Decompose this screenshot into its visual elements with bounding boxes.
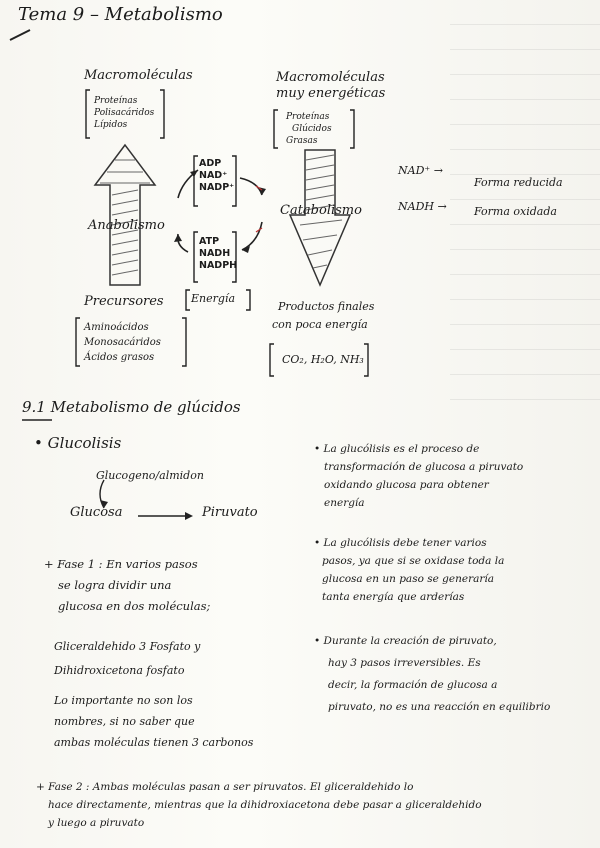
text-line: • La glucólisis debe tener varios (314, 537, 487, 549)
text-line: decir, la formación de glucosa a (328, 679, 498, 691)
anabolism-arrow (95, 145, 155, 285)
nad-plus-desc: Forma reducida (474, 176, 563, 189)
catabolism-label: Catabolismo (280, 203, 362, 218)
important-note (54, 690, 253, 753)
molecule-1: Gliceraldehido 3 Fosfato y (54, 640, 201, 653)
list-item: Proteínas (94, 96, 138, 106)
text-line: glucosa en un paso se generaría (322, 573, 495, 585)
text-line: tanta energía que arderías (322, 591, 465, 603)
text-line: oxidando glucosa para obtener (324, 479, 489, 491)
text-line: + Fase 1 : En varios pasos (44, 557, 198, 571)
text-line: ambas moléculas tienen 3 carbonos (54, 736, 254, 749)
list-item: NADPH (199, 260, 238, 271)
list-item: Monosacáridos (84, 337, 161, 348)
text-line: + Fase 2 : Ambas moléculas pasan a ser piruvatos. El gliceraldehido lo (36, 781, 414, 793)
list-item: Grasas (286, 136, 318, 146)
final-products-subtitle: con poca energía (272, 318, 368, 331)
text-line: hay 3 pasos irreversibles. Es (328, 657, 481, 669)
text-line: piruvato, no es una reacción en equilibrio (328, 701, 551, 713)
energetic-list (286, 111, 332, 147)
macromolecules-list (94, 95, 154, 131)
text-line: pasos, ya que si se oxidase toda la (322, 555, 505, 567)
list-item: Polisacáridos (94, 108, 155, 118)
phase2-text (36, 778, 482, 832)
pyruvate-label: Piruvato (202, 505, 258, 520)
oxidized-cofactors (199, 158, 234, 194)
final-products-list: CO₂, H₂O, NH₃ (282, 353, 364, 366)
list-item: ADP (199, 158, 222, 169)
text-line: energía (324, 497, 365, 509)
text-line: • La glucólisis es el proceso de (314, 443, 480, 455)
note-steps (314, 534, 504, 606)
macromolecules-title: Macromoléculas (84, 68, 193, 83)
list-item: Ácidos grasos (84, 352, 155, 363)
text-line: hace directamente, mientras que la dihidroxiacetona debe pasar a gliceraldehido (48, 799, 482, 811)
list-item: ATP (199, 236, 220, 247)
nad-plus-label: NAD⁺ → (398, 164, 443, 177)
list-item: Aminoácidos (84, 322, 149, 333)
nadh-label: NADH → (398, 200, 447, 213)
energetic-title: Macromoléculas (276, 70, 385, 85)
section-title: 9.1 Metabolismo de glúcidos (22, 398, 241, 416)
list-item: NADP⁺ (199, 182, 235, 193)
page-title: Tema 9 – Metabolismo (18, 4, 223, 25)
list-item: NAD⁺ (199, 170, 228, 181)
energy-label: Energía (191, 292, 235, 305)
list-item: Glúcidos (292, 124, 332, 134)
molecule-2: Dihidroxicetona fosfato (54, 664, 185, 677)
list-item: NADH (199, 248, 231, 259)
final-products-title: Productos finales (278, 300, 375, 313)
text-line: nombres, si no saber que (54, 715, 195, 728)
list-item: Proteínas (286, 112, 330, 122)
text-line: Lo importante no son los (54, 694, 193, 707)
nadh-desc: Forma oxidada (474, 205, 557, 218)
text-line: glucosa en dos moléculas; (58, 599, 211, 613)
glycogen-label: Glucogeno/almidon (96, 469, 204, 482)
note-glycolysis-definition (314, 440, 523, 512)
glucose-label: Glucosa (70, 505, 123, 520)
text-line: se logra dividir una (58, 578, 172, 592)
energetic-subtitle: muy energéticas (276, 86, 386, 101)
anabolism-label: Anabolismo (88, 218, 165, 233)
text-line: transformación de glucosa a piruvato (324, 461, 524, 473)
list-item: Lípidos (94, 120, 128, 130)
phase1-text (44, 554, 210, 617)
note-irreversible (314, 630, 550, 718)
text-line: y luego a piruvato (48, 817, 145, 829)
precursors-list (84, 320, 161, 365)
text-line: • Durante la creación de piruvato, (314, 635, 497, 647)
glycolysis-heading: • Glucolisis (34, 434, 122, 452)
reduced-cofactors (199, 236, 237, 272)
precursors-title: Precursores (84, 294, 164, 309)
